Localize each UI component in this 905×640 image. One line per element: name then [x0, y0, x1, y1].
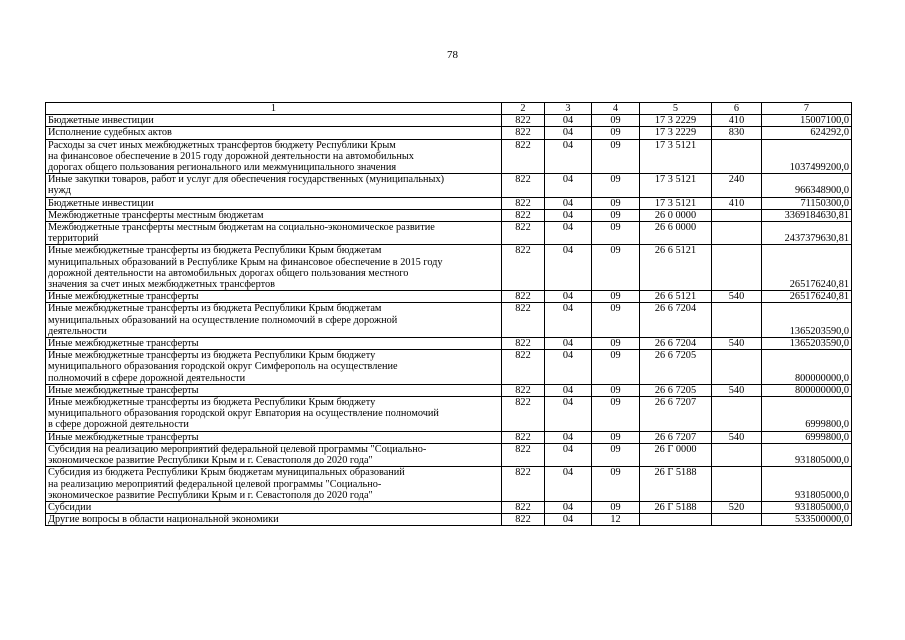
row-vr-cell: 540 [712, 431, 762, 443]
column-header: 1 [46, 103, 502, 115]
row-vr-cell: 830 [712, 127, 762, 139]
row-name-cell: Иные межбюджетные трансферты из бюджета Республики Крым бюджетам муниципальных образований в Республике Крым на финансовое обеспечение в 2015 году дорожной деятельности на автомобильных дорогах общего пользования местного значения за счет иных межбюджетных трансфертов [46, 245, 502, 291]
row-gr-cell: 822 [502, 303, 545, 338]
row-amount-cell: 15007100,0 [762, 115, 852, 127]
row-amount-cell: 265176240,81 [762, 291, 852, 303]
row-pr-cell: 09 [592, 467, 640, 502]
row-pr-cell: 09 [592, 139, 640, 174]
row-name-cell: Другие вопросы в области национальной экономики [46, 514, 502, 526]
row-vr-cell [712, 443, 762, 466]
row-pr-cell: 09 [592, 222, 640, 245]
row-name-cell: Бюджетные инвестиции [46, 197, 502, 209]
row-vr-cell: 520 [712, 501, 762, 513]
row-pr-cell: 09 [592, 397, 640, 432]
row-rz-cell: 04 [545, 303, 592, 338]
row-rz-cell: 04 [545, 431, 592, 443]
row-vr-cell: 410 [712, 197, 762, 209]
row-pr-cell: 09 [592, 291, 640, 303]
row-gr-cell: 822 [502, 467, 545, 502]
row-vr-cell [712, 245, 762, 291]
row-name-cell: Иные межбюджетные трансферты из бюджета Республики Крым бюджету муниципального образования городской округ Евпатория на осуществление полномочий в сфере дорожной деятельности [46, 397, 502, 432]
row-amount-cell: 265176240,81 [762, 245, 852, 291]
row-pr-cell: 09 [592, 431, 640, 443]
row-rz-cell: 04 [545, 127, 592, 139]
table-row [46, 115, 852, 127]
row-amount-cell: 800000000,0 [762, 350, 852, 385]
table-row [46, 209, 852, 221]
row-vr-cell [712, 467, 762, 502]
column-header: 5 [640, 103, 712, 115]
row-name-cell: Иные межбюджетные трансферты [46, 384, 502, 396]
row-gr-cell: 822 [502, 115, 545, 127]
row-gr-cell: 822 [502, 397, 545, 432]
table-row [46, 467, 852, 502]
row-gr-cell: 822 [502, 197, 545, 209]
row-name-cell: Субсидия на реализацию мероприятий федеральной целевой программы "Социально- экономическое развитие Республики Крым и г. Севастополя до 2020 года" [46, 443, 502, 466]
row-pr-cell: 09 [592, 245, 640, 291]
row-amount-cell: 533500000,0 [762, 514, 852, 526]
row-amount-cell: 624292,0 [762, 127, 852, 139]
row-gr-cell: 822 [502, 501, 545, 513]
row-rz-cell: 04 [545, 397, 592, 432]
row-name-cell: Расходы за счет иных межбюджетных трансфертов бюджету Республики Крым на финансовое обеспечение в 2015 году дорожной деятельности на автомобильных дорогах общего пользования регионального или межмуниципального значения [46, 139, 502, 174]
row-gr-cell: 822 [502, 127, 545, 139]
row-gr-cell: 822 [502, 222, 545, 245]
table-row [46, 431, 852, 443]
row-pr-cell: 09 [592, 501, 640, 513]
row-vr-cell [712, 222, 762, 245]
table-row [46, 197, 852, 209]
row-rz-cell: 04 [545, 384, 592, 396]
column-header: 2 [502, 103, 545, 115]
table-row [46, 514, 852, 526]
table-row [46, 303, 852, 338]
row-amount-cell: 800000000,0 [762, 384, 852, 396]
column-header: 3 [545, 103, 592, 115]
table-row [46, 245, 852, 291]
row-gr-cell: 822 [502, 514, 545, 526]
row-gr-cell: 822 [502, 245, 545, 291]
row-pr-cell: 09 [592, 338, 640, 350]
row-rz-cell: 04 [545, 222, 592, 245]
row-csr-cell: 17 3 2229 [640, 115, 712, 127]
row-csr-cell: 26 0 0000 [640, 209, 712, 221]
row-csr-cell: 17 3 2229 [640, 127, 712, 139]
row-rz-cell: 04 [545, 350, 592, 385]
row-name-cell: Иные межбюджетные трансферты из бюджета Республики Крым бюджету муниципального образования городской округ Симферополь на осуществление полномочий в сфере дорожной деятельности [46, 350, 502, 385]
row-csr-cell: 26 6 5121 [640, 291, 712, 303]
row-csr-cell: 26 6 0000 [640, 222, 712, 245]
row-csr-cell: 26 6 7204 [640, 338, 712, 350]
row-pr-cell: 09 [592, 443, 640, 466]
row-csr-cell: 26 6 5121 [640, 245, 712, 291]
row-csr-cell: 17 3 5121 [640, 174, 712, 197]
row-gr-cell: 822 [502, 384, 545, 396]
table-row [46, 127, 852, 139]
table-row [46, 222, 852, 245]
row-gr-cell: 822 [502, 174, 545, 197]
row-rz-cell: 04 [545, 209, 592, 221]
row-gr-cell: 822 [502, 431, 545, 443]
row-gr-cell: 822 [502, 291, 545, 303]
row-gr-cell: 822 [502, 443, 545, 466]
row-amount-cell: 931805000,0 [762, 467, 852, 502]
row-pr-cell: 09 [592, 384, 640, 396]
row-gr-cell: 822 [502, 350, 545, 385]
table-row [46, 174, 852, 197]
row-csr-cell [640, 514, 712, 526]
row-csr-cell: 17 3 5121 [640, 139, 712, 174]
row-pr-cell: 09 [592, 127, 640, 139]
row-name-cell: Бюджетные инвестиции [46, 115, 502, 127]
row-rz-cell: 04 [545, 115, 592, 127]
row-rz-cell: 04 [545, 338, 592, 350]
row-name-cell: Иные закупки товаров, работ и услуг для обеспечения государственных (муниципальных) нужд [46, 174, 502, 197]
row-pr-cell: 09 [592, 303, 640, 338]
table-row [46, 397, 852, 432]
row-csr-cell: 26 6 7205 [640, 384, 712, 396]
row-csr-cell: 26 6 7207 [640, 431, 712, 443]
row-vr-cell [712, 350, 762, 385]
row-amount-cell: 1365203590,0 [762, 338, 852, 350]
column-header: 7 [762, 103, 852, 115]
row-name-cell: Субсидия из бюджета Республики Крым бюджетам муниципальных образований на реализацию мероприятий федеральной целевой программы "Социально- экономическое развитие Республики Крым и г. Севастополя до 2020 года" [46, 467, 502, 502]
row-name-cell: Исполнение судебных актов [46, 127, 502, 139]
row-vr-cell: 540 [712, 291, 762, 303]
row-rz-cell: 04 [545, 501, 592, 513]
row-gr-cell: 822 [502, 139, 545, 174]
column-header: 4 [592, 103, 640, 115]
row-amount-cell: 931805000,0 [762, 501, 852, 513]
row-gr-cell: 822 [502, 338, 545, 350]
page-number: 78 [447, 49, 458, 61]
row-vr-cell [712, 514, 762, 526]
row-amount-cell: 931805000,0 [762, 443, 852, 466]
row-amount-cell: 966348900,0 [762, 174, 852, 197]
row-vr-cell: 540 [712, 338, 762, 350]
budget-table [45, 102, 852, 526]
row-vr-cell: 540 [712, 384, 762, 396]
row-csr-cell: 26 6 7207 [640, 397, 712, 432]
row-csr-cell: 26 Г 5188 [640, 501, 712, 513]
row-rz-cell: 04 [545, 467, 592, 502]
row-amount-cell: 6999800,0 [762, 431, 852, 443]
row-rz-cell: 04 [545, 443, 592, 466]
row-rz-cell: 04 [545, 139, 592, 174]
row-pr-cell: 09 [592, 174, 640, 197]
row-name-cell: Субсидии [46, 501, 502, 513]
row-pr-cell: 12 [592, 514, 640, 526]
table-row [46, 443, 852, 466]
table-row [46, 501, 852, 513]
row-vr-cell [712, 139, 762, 174]
row-amount-cell: 3369184630,81 [762, 209, 852, 221]
row-amount-cell: 6999800,0 [762, 397, 852, 432]
table-row [46, 338, 852, 350]
row-gr-cell: 822 [502, 209, 545, 221]
row-rz-cell: 04 [545, 197, 592, 209]
row-csr-cell: 26 Г 5188 [640, 467, 712, 502]
row-name-cell: Иные межбюджетные трансферты [46, 338, 502, 350]
column-header: 6 [712, 103, 762, 115]
row-amount-cell: 71150300,0 [762, 197, 852, 209]
row-rz-cell: 04 [545, 174, 592, 197]
row-csr-cell: 26 6 7204 [640, 303, 712, 338]
row-csr-cell: 17 3 5121 [640, 197, 712, 209]
row-csr-cell: 26 6 7205 [640, 350, 712, 385]
row-name-cell: Иные межбюджетные трансферты из бюджета Республики Крым бюджетам муниципальных образований на осуществление полномочий в сфере дорожной деятельности [46, 303, 502, 338]
row-vr-cell [712, 303, 762, 338]
row-csr-cell: 26 Г 0000 [640, 443, 712, 466]
table-header-row [46, 103, 852, 115]
row-rz-cell: 04 [545, 291, 592, 303]
row-rz-cell: 04 [545, 245, 592, 291]
row-pr-cell: 09 [592, 197, 640, 209]
table-row [46, 139, 852, 174]
row-rz-cell: 04 [545, 514, 592, 526]
row-amount-cell: 1365203590,0 [762, 303, 852, 338]
row-name-cell: Иные межбюджетные трансферты [46, 431, 502, 443]
row-vr-cell [712, 397, 762, 432]
table-row [46, 384, 852, 396]
row-name-cell: Иные межбюджетные трансферты [46, 291, 502, 303]
table-row [46, 350, 852, 385]
row-amount-cell: 2437379630,81 [762, 222, 852, 245]
row-pr-cell: 09 [592, 115, 640, 127]
row-name-cell: Межбюджетные трансферты местным бюджетам [46, 209, 502, 221]
row-pr-cell: 09 [592, 350, 640, 385]
table-row [46, 291, 852, 303]
row-name-cell: Межбюджетные трансферты местным бюджетам на социально-экономическое развитие территорий [46, 222, 502, 245]
row-pr-cell: 09 [592, 209, 640, 221]
row-vr-cell: 240 [712, 174, 762, 197]
row-vr-cell: 410 [712, 115, 762, 127]
row-amount-cell: 1037499200,0 [762, 139, 852, 174]
row-vr-cell [712, 209, 762, 221]
